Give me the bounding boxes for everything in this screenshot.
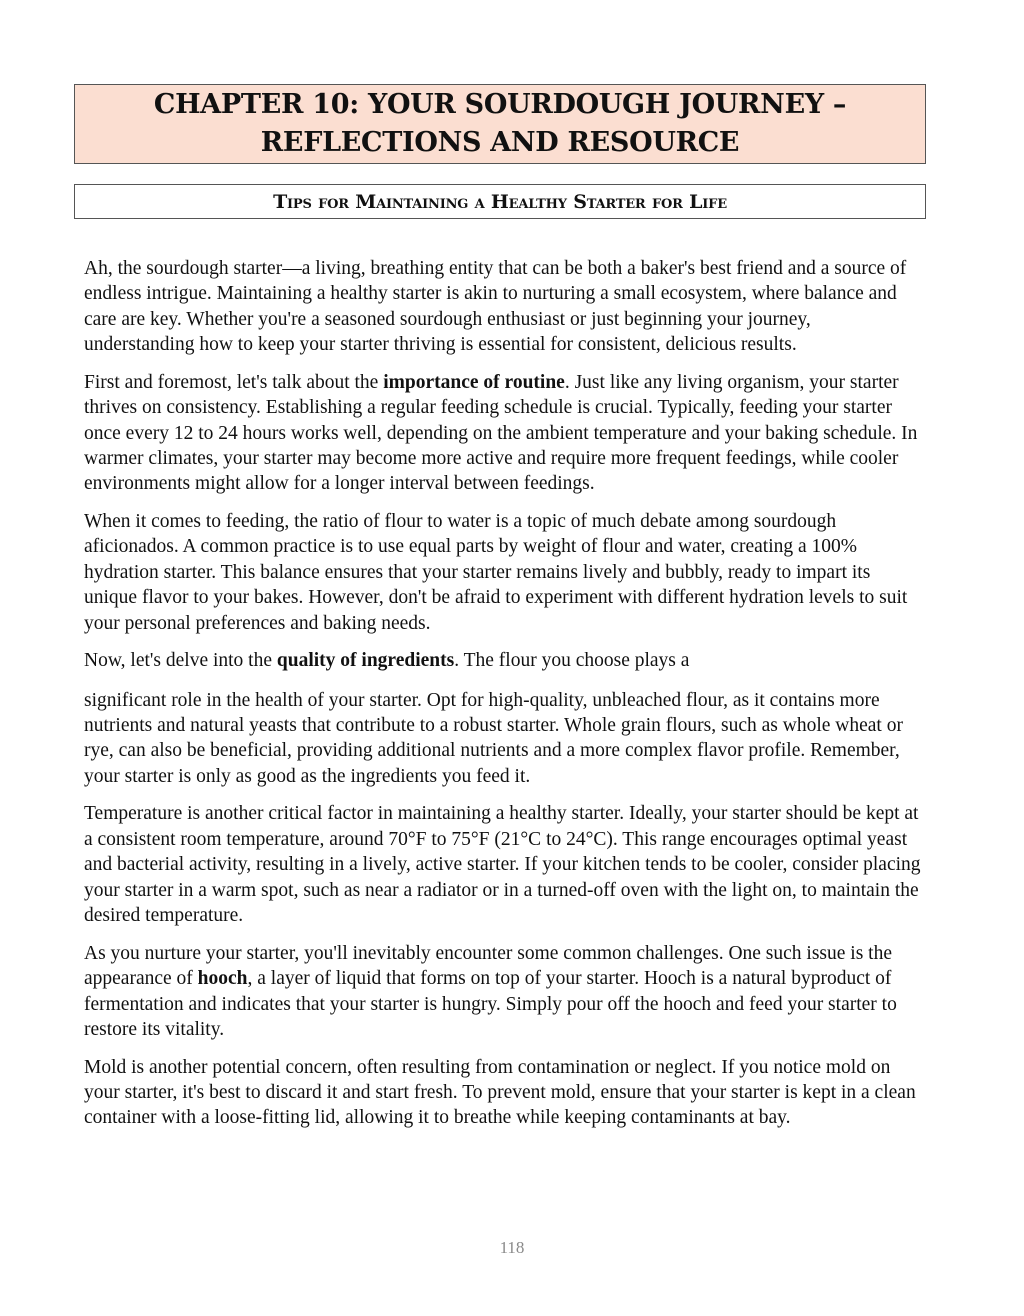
paragraph-temperature: Temperature is another critical factor in maintaining a healthy starter. Ideally, your starter should be kept at a consistent room temperature, around 70°F to 75°F (21°C to 24°C). This range encourages optimal yeast and bacterial activity, resulting in a lively, active starter. If your kitchen tends to be cooler, consider placing your starter in a warm spot, such as near a radiator or in a turned-off oven with the light on, to maintain the desired temperature. <box>84 803 921 927</box>
paragraph-ingredients-rest: . The flour you choose plays a <box>454 650 690 672</box>
section-title: Tips for Maintaining a Healthy Starter for Life <box>273 190 727 213</box>
paragraph-routine <box>84 370 924 497</box>
term-quality-of-ingredients: quality of ingredients <box>276 650 455 672</box>
paragraph-hooch-rest: , a layer of liquid that forms on top of your starter. Hooch is a natural byproduct of fermentation and indicates that your starter is hungry. Simply pour off the hooch and feed your starter to restore its vitality. <box>84 968 897 1040</box>
paragraph-routine-rest: . Just like any living organism, your starter thrives on consistency. Establishing a regular feeding schedule is crucial. Typically, feeding your starter once every 12 to 24 hours works well, depending on the ambient temperature and your baking schedule. In warmer climates, your starter may become more active and require more frequent feedings, while cooler environments might allow for a longer interval between feedings. <box>84 371 918 495</box>
term-hooch: hooch <box>197 968 248 990</box>
page-number: 118 <box>499 1238 525 1257</box>
chapter-title <box>154 86 846 162</box>
paragraph-hooch <box>84 941 924 1043</box>
paragraph-routine-lead: First and foremost, let's talk about the <box>84 371 384 393</box>
paragraph-ingredients <box>84 648 924 673</box>
paragraph-hooch-lead: As you nurture your starter, you'll inevitably encounter some common challenges. One such issue is the appearance of <box>84 942 893 990</box>
section-header-box <box>74 184 926 219</box>
paragraph-intro: Ah, the sourdough starter—a living, breathing entity that can be both a baker's best friend and a source of endless intrigue. Maintaining a healthy starter is akin to nurturing a small ecosystem, where balance and care are key. Whether you're a seasoned sourdough enthusiast or just beginning your journey, understanding how to keep your starter thriving is essential for consistent, delicious results. <box>84 258 907 356</box>
paragraph-feeding-ratio: When it comes to feeding, the ratio of flour to water is a topic of much debate among sourdough aficionados. A common practice is to use equal parts by weight of flour and water, creating a 100% hydration starter. This balance ensures that your starter remains lively and bubbly, ready to impart its unique flavor to your bakes. However, don't be afraid to experiment with different hydration levels to suit your personal preferences and baking needs. <box>84 511 908 634</box>
paragraph-ingredients-lead: Now, let's delve into the <box>84 650 277 672</box>
term-importance-of-routine: importance of routine <box>383 371 565 393</box>
chapter-title-line-1: CHAPTER 10: YOUR SOURDOUGH JOURNEY – <box>153 89 847 120</box>
paragraph-flour: significant role in the health of your starter. Opt for high-quality, unbleached flour, as it contains more nutrients and natural yeasts that contribute to a robust starter. Whole grain flours, such as whole wheat or rye, can also be beneficial, providing additional nutrients and a more complex flavor profile. Remember, your starter is only as good as the ingredients you feed it. <box>84 689 903 787</box>
chapter-header-box <box>74 84 926 164</box>
chapter-title-line-2: REFLECTIONS AND RESOURCE <box>260 127 740 158</box>
body-text <box>84 256 924 1143</box>
paragraph-mold: Mold is another potential concern, often resulting from contamination or neglect. If you notice mold on your starter, it's best to discard it and start fresh. To prevent mold, ensure that your starter is kept in a clean container with a loose-fitting lid, allowing it to breathe while keeping contaminants at bay. <box>84 1056 916 1129</box>
